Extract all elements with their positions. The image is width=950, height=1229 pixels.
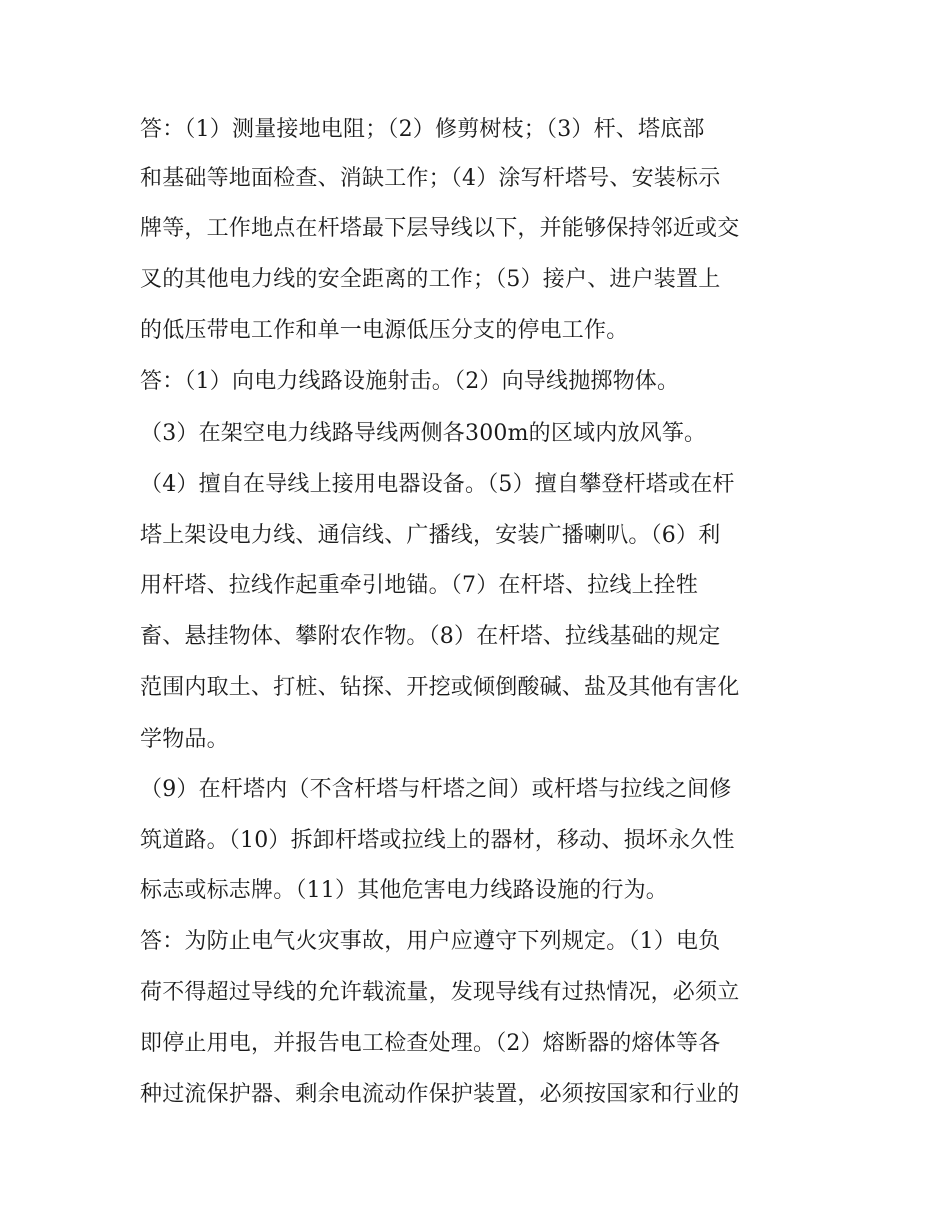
text-line: 即停止用电，并报告电工检查处理。（2）熔断器的熔体等各 — [140, 1031, 721, 1056]
text-line: 和基础等地面检查、消缺工作；（4）涂写杆塔号、安装标示 — [140, 166, 721, 191]
text-line: （9）在杆塔内（不含杆塔与杆塔之间）或杆塔与拉线之间修 — [140, 777, 732, 802]
text-line: 种过流保护器、剩余电流动作保护装置，必须按国家和行业的 — [140, 1082, 740, 1107]
text-line: （4）擅自在导线上接用电器设备。（5）擅自攀登杆塔或在杆 — [140, 472, 735, 497]
text-line: 答：为防止电气火灾事故，用户应遵守下列规定。（1）电负 — [140, 929, 721, 954]
text-line: 筑道路。（10）拆卸杆塔或拉线上的器材，移动、损坏永久性 — [140, 828, 735, 853]
text-line: 学物品。 — [140, 727, 229, 752]
text-line: 用杆塔、拉线作起重牵引地锚。（7）在杆塔、拉线上拴牲 — [140, 573, 699, 598]
text-line: 标志或标志牌。（11）其他危害电力线路设施的行为。 — [140, 878, 668, 903]
text-line: 范围内取土、打桩、钻探、开挖或倾倒酸碱、盐及其他有害化 — [140, 675, 740, 700]
text-line: （3）在架空电力线路导线两侧各300m的区域内放风筝。 — [140, 421, 707, 446]
text-line: 牌等，工作地点在杆塔最下层导线以下，并能够保持邻近或交 — [140, 216, 740, 241]
text-line: 答：（1）测量接地电阻；（2）修剪树枝；（3）杆、塔底部 — [140, 117, 705, 142]
text-line: 畜、悬挂物体、攀附农作物。（8）在杆塔、拉线基础的规定 — [140, 624, 721, 649]
text-line: 塔上架设电力线、通信线、广播线，安装广播喇叭。（6）利 — [140, 523, 721, 548]
text-line: 荷不得超过导线的允许载流量，发现导线有过热情况，必须立 — [140, 980, 740, 1005]
text-line: 的低压带电工作和单一电源低压分支的停电工作。 — [140, 318, 629, 343]
text-line: 叉的其他电力线的安全距离的工作；（5）接户、进户装置上 — [140, 267, 721, 292]
text-line: 答：（1）向电力线路设施射击。（2）向导线抛掷物体。 — [140, 369, 680, 394]
